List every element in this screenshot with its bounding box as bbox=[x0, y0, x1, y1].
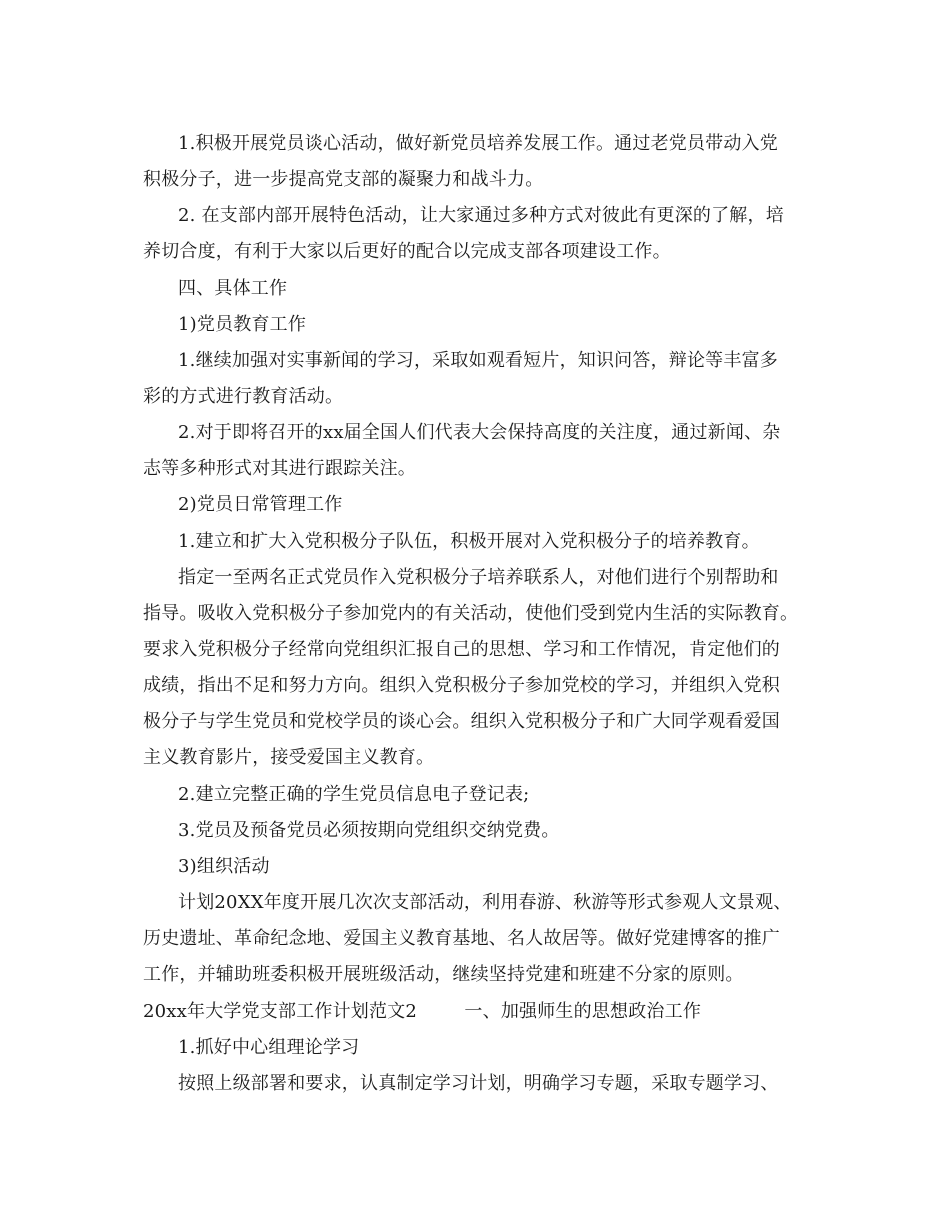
text-line: 要求入党积极分子经常向党组织汇报自己的思想、学习和工作情况，肯定他们的 bbox=[143, 639, 780, 660]
text-line: 历史遗址、革命纪念地、爱国主义教育基地、名人故居等。做好党建博客的推广 bbox=[143, 928, 780, 949]
text-line: 2.建立完整正确的学生党员信息电子登记表; bbox=[178, 784, 530, 805]
subsection-heading: 1)党员教育工作 bbox=[178, 314, 307, 335]
text-line: 彩的方式进行教育活动。 bbox=[143, 386, 344, 407]
text-line: 积极分子，进一步提高党支部的凝聚力和战斗力。 bbox=[143, 169, 544, 190]
text-line: 2.对于即将召开的xx届全国人们代表大会保持高度的关注度，通过新闻、杂 bbox=[178, 422, 781, 443]
text-line: 3.党员及预备党员必须按期向党组织交纳党费。 bbox=[178, 820, 560, 841]
text-line: 2. 在支部内部开展特色活动，让大家通过多种方式对彼此有更深的了解，培 bbox=[178, 205, 784, 226]
text-line: 工作，并辅助班委积极开展班级活动，继续坚持党建和班建不分家的原则。 bbox=[143, 964, 744, 985]
text-line: 主义教育影片，接受爱国主义教育。 bbox=[143, 747, 435, 768]
subsection-heading: 2)党员日常管理工作 bbox=[178, 494, 343, 515]
text-line: 1.抓好中心组理论学习 bbox=[178, 1037, 360, 1058]
section-heading: 四、具体工作 bbox=[178, 278, 288, 299]
text-line: 志等多种形式对其进行跟踪关注。 bbox=[143, 458, 416, 479]
text-line: 按照上级部署和要求，认真制定学习计划，明确学习专题，采取专题学习、 bbox=[178, 1073, 779, 1094]
text-line: 1.建立和扩大入党积极分子队伍，积极开展对入党积极分子的培养教育。 bbox=[178, 531, 760, 552]
text-line: 指导。吸收入党积极分子参加党内的有关活动，使他们受到党内生活的实际教育。 bbox=[143, 603, 799, 624]
document-title-line: 20xx年大学党支部工作计划范文2 一、加强师生的思想政治工作 bbox=[143, 1001, 702, 1022]
text-line: 1.积极开展党员谈心活动，做好新党员培养发展工作。通过老党员带动入党 bbox=[178, 133, 778, 154]
text-line: 1.继续加强对实事新闻的学习，采取如观看短片，知识问答，辩论等丰富多 bbox=[178, 350, 778, 371]
text-line: 计划20XX年度开展几次次支部活动，利用春游、秋游等形式参观人文景观、 bbox=[178, 892, 792, 913]
text-line: 成绩，指出不足和努力方向。组织入党积极分子参加党校的学习，并组织入党积 bbox=[143, 675, 780, 696]
text-line: 极分子与学生党员和党校学员的谈心会。组织入党积极分子和广大同学观看爱国 bbox=[143, 711, 780, 732]
text-line: 指定一至两名正式党员作入党积极分子培养联系人，对他们进行个别帮助和 bbox=[178, 567, 779, 588]
text-line: 养切合度，有利于大家以后更好的配合以完成支部各项建设工作。 bbox=[143, 241, 671, 262]
subsection-heading: 3)组织活动 bbox=[178, 856, 270, 877]
